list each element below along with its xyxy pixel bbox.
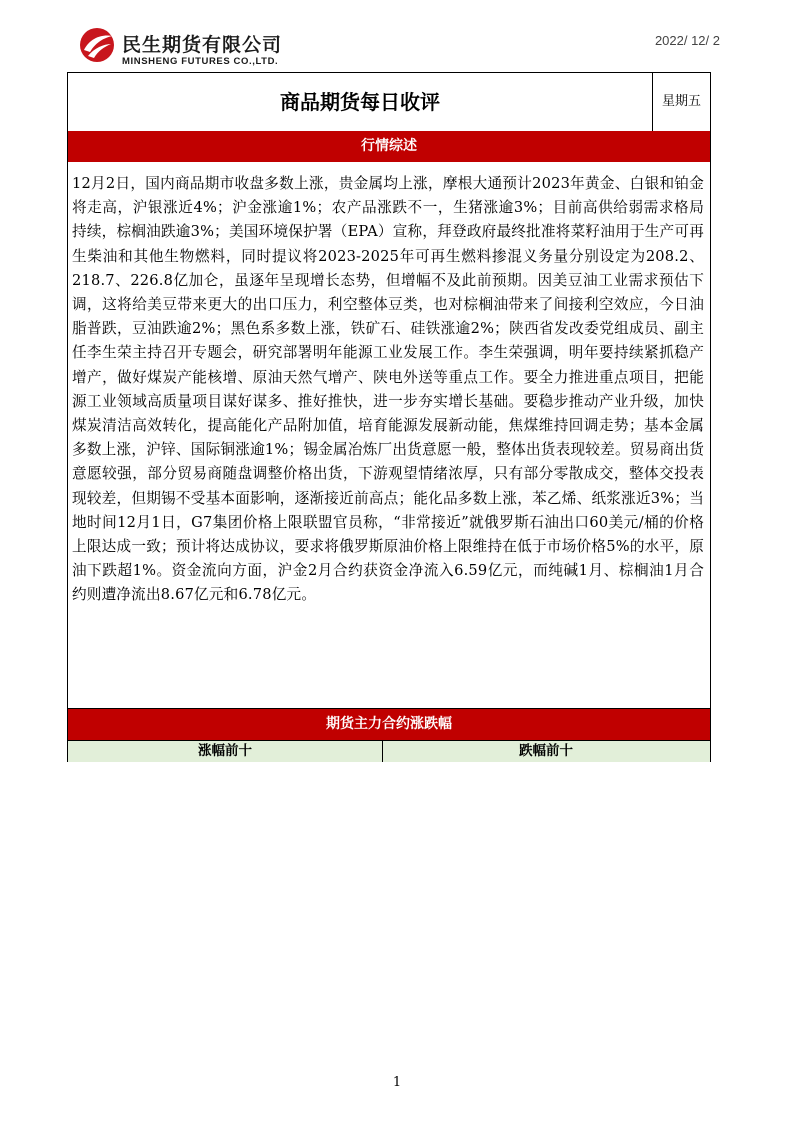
report-title: 商品期货每日收评 <box>68 73 653 131</box>
section-header-contracts: 期货主力合约涨跌幅 <box>68 708 710 740</box>
company-logo <box>78 24 338 72</box>
market-summary-text: 12月2日，国内商品期市收盘多数上涨，贵金属均上涨，摩根大通预计2023年黄金、白银和铂金将走高，沪银涨近4%；沪金涨逾1%；农产品涨跌不一，生猪涨逾3%；目前高供给弱需求格局持续，棕榈油跌逾3%；美国环境保护署（EPA）宣称，拜登政府最终批准将菜籽油用于生产可再生柴油和其他生物燃料，同时提议将2023-2025年可再生燃料掺混义务量分别设定为208.2、218.7、226.8亿加仑，虽逐年呈现增长态势，但增幅不及此前预期。因美豆油工业需求预估下调，这将给美豆带来更大的出口压力，利空整体豆类，也对棕榈油带来了间接利空效应，今日油脂普跌，豆油跌逾2%；黑色系多数上涨，铁矿石、硅铁涨逾2%；陕西省发改委党组成员、副主任李生荣主持召开专题会，研究部署明年能源工业发展工作。李生荣强调，明年要持续紧抓稳产增产，做好煤炭产能核增、原油天然气增产、陕电外送等重点工作。要全力推进重点项目，把能源工业领域高质量项目谋好谋多、推好推快，进一步夯实增长基础。要稳步推动产业升级，加快煤炭清洁高效转化，提高能化产品附加值，培育能源发展新动能，焦煤维持回调走势；基本金属多数上涨，沪锌、国际铜涨逾1%；锡金属冶炼厂出货意愿一般，整体出货表现较差。贸易商出货意愿较强，部分贸易商随盘调整价格出货，下游观望情绪浓厚，只有部分零散成交，整体交投表现较差，但期锡不受基本面影响，逐渐接近前高点；能化品多数上涨，苯乙烯、纸浆涨近3%；当地时间12月1日，G7集团价格上限联盟官员称，“非常接近”就俄罗斯石油出口60美元/桶的价格上限达成一致；预计将达成协议，要求将俄罗斯原油价格上限维持在低于市场价格5%的水平，原油下跌超1%。资金流向方面，沪金2月合约获资金净流入6.59亿元，而纯碱1月、棕榈油1月合约则遭净流出8.67亿元和6.78亿元。 <box>72 175 704 604</box>
report-date: 2022/ 12/ 2 <box>654 33 720 48</box>
logo-company-name-cn: 民生期货有限公司 <box>122 34 283 56</box>
logo-company-name-en: MINSHENG FUTURES CO.,LTD. <box>122 56 279 67</box>
title-row <box>68 73 710 132</box>
column-header-top-gainers: 涨幅前十 <box>68 741 383 762</box>
page-number: 1 <box>392 1075 402 1090</box>
section-header-overview: 行情综述 <box>68 131 710 162</box>
minsheng-logo-icon <box>78 26 116 64</box>
column-header-top-losers: 跌幅前十 <box>519 743 573 759</box>
weekday-label: 星期五 <box>661 94 701 109</box>
report-table <box>67 72 711 762</box>
contracts-column-headers <box>68 740 710 762</box>
